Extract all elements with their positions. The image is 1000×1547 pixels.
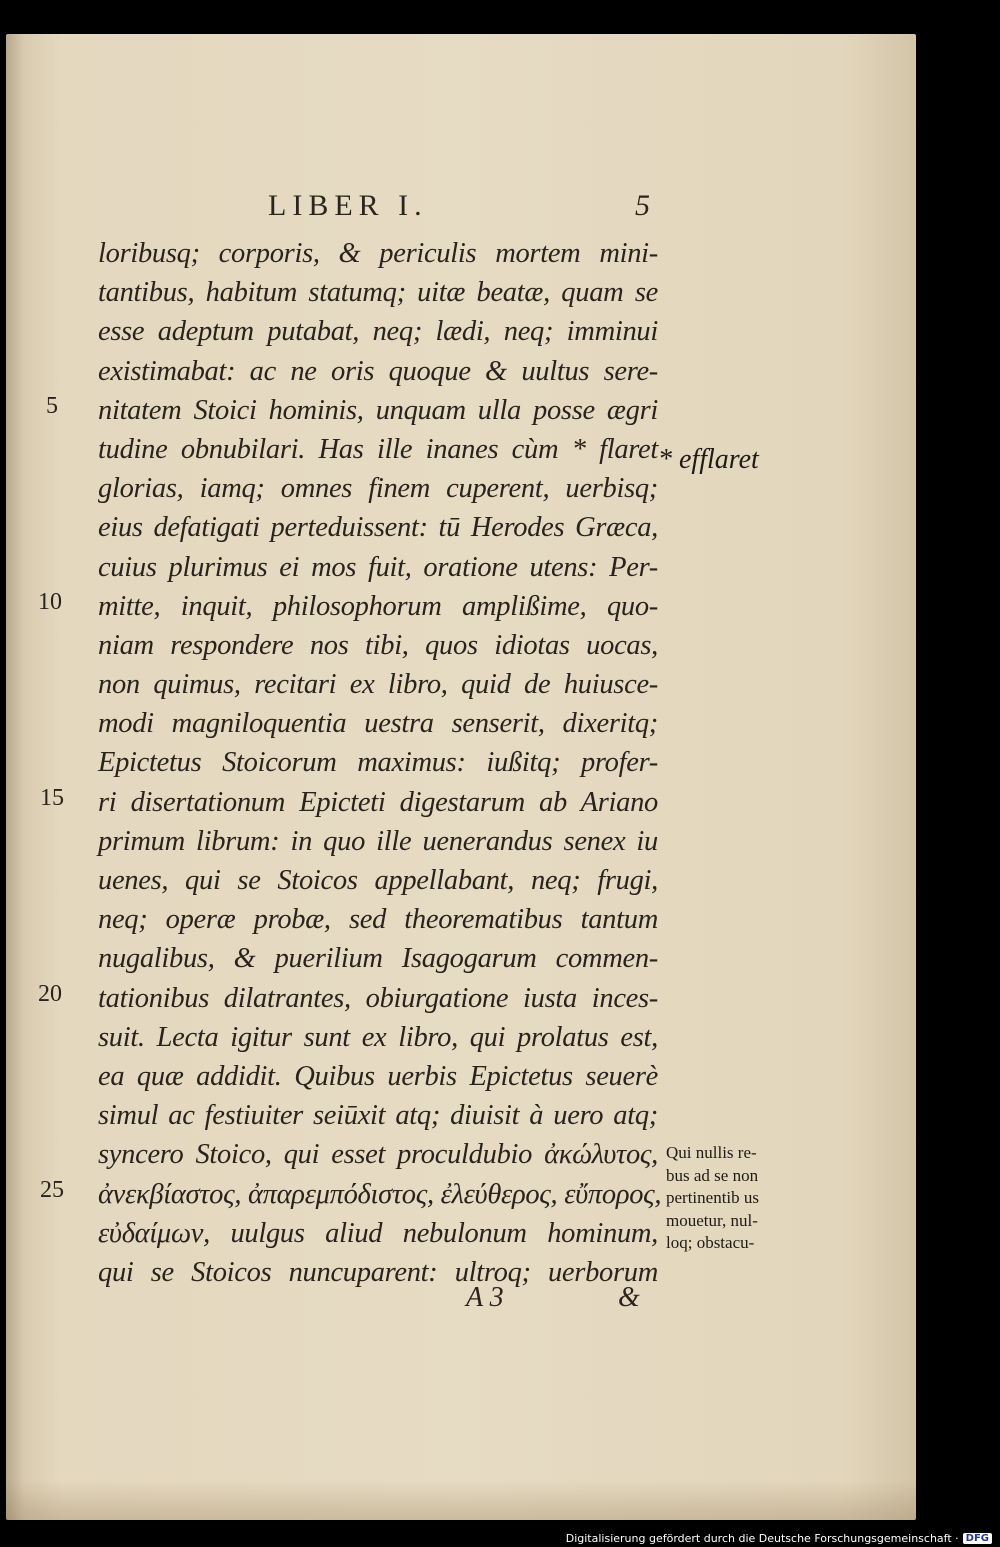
text-line: εὐδαίμων, uulgus aliud nebulonum hominum,: [98, 1217, 658, 1249]
text-line: eius defatigati perteduissent: tū Herodes Græca,: [98, 512, 658, 544]
text-line: ea quæ addidit. Quibus uerbis Epictetus seuerè: [98, 1060, 658, 1092]
text-line: ri disertationum Epicteti digestarum ab Ariano: [98, 786, 658, 818]
text-line: ἀνεκβίαστος, ἀπαρεμπόδιστος, ἐλεύθερος, εὔπορος,: [98, 1178, 662, 1210]
text-line: loribusq; corporis, & periculis mortem mini-: [98, 238, 658, 269]
gloss-line: pertinentib us: [666, 1188, 760, 1207]
line-number: 10: [38, 589, 62, 615]
line-number: 15: [40, 785, 64, 811]
text-line: niam respondere nos tibi, quos idiotas uocas,: [98, 629, 658, 661]
credit-text: Digitalisierung gefördert durch die Deutsche Forschungsgemeinschaft ·: [565, 1532, 959, 1545]
text-line: Epictetus Stoicorum maximus: iußitq; profer-: [98, 747, 658, 779]
marginal-variant-note: * efflaret: [658, 444, 759, 475]
book-page: [6, 34, 916, 1520]
text-line: syncero Stoico, qui esset proculdubio ἀκώλυτος,: [98, 1139, 658, 1171]
text-line: mitte, inquit, philosophorum amplißime, quo-: [98, 590, 658, 622]
text-line: non quimus, recitari ex libro, quid de huiusce-: [98, 669, 658, 701]
text-line: glorias, iamq; omnes finem cuperent, uerbisq;: [98, 473, 658, 505]
text-line: primum librum: in quo ille uenerandus senex iu: [98, 825, 658, 857]
gloss-line: loq; obstacu-: [666, 1233, 755, 1252]
text-line: suit. Lecta igitur sunt ex libro, qui prolatus est,: [98, 1021, 658, 1053]
text-line: nugalibus, & puerilium Isagogarum commen-: [98, 943, 658, 975]
text-line: cuius plurimus ei mos fuit, oratione utens: Per-: [98, 551, 658, 583]
line-number: 5: [46, 393, 58, 419]
line-number: 20: [38, 981, 62, 1007]
text-line: tantibus, habitum statumq; uitæ beatæ, quam se: [98, 277, 658, 309]
text-line: modi magniloquentia uestra senserit, dixeritq;: [98, 708, 658, 740]
page-number: 5: [635, 189, 650, 222]
dfg-logo-icon: DFG: [963, 1533, 992, 1544]
text-line: tationibus dilatrantes, obiurgatione iusta inces-: [98, 982, 658, 1014]
marginal-gloss: [666, 1142, 806, 1255]
text-line: existimabat: ac ne oris quoque & uultus sere-: [98, 355, 658, 387]
text-line: tudine obnubilari. Has ille inanes cùm * flaret: [98, 433, 658, 465]
main-text: [98, 234, 662, 1292]
gloss-line: mouetur, nul-: [666, 1210, 758, 1230]
gloss-line: Qui nullis re-: [666, 1143, 757, 1162]
digitization-credit: [566, 1532, 992, 1545]
text-line: neq; operæ probæ, sed theorematibus tantum: [98, 904, 658, 936]
gloss-line: bus ad se non: [666, 1165, 759, 1185]
line-number: 25: [40, 1177, 64, 1203]
running-header: [268, 189, 658, 229]
text-line: nitatem Stoici hominis, unquam ulla posse ægri: [98, 394, 658, 426]
text-line: esse adeptum putabat, neq; lædi, neq; imminui: [98, 316, 658, 348]
signature-mark: A 3: [466, 1282, 504, 1313]
text-line: uenes, qui se Stoicos appellabant, neq; frugi,: [98, 865, 658, 896]
running-title: LIBER I.: [268, 189, 428, 222]
catchword: &: [618, 1282, 640, 1313]
text-line: qui se Stoicos nuncuparent: ultroq; uerborum: [98, 1256, 658, 1288]
text-line: simul ac festiuiter seiūxit atq; diuisit à uero atq;: [98, 1100, 658, 1132]
